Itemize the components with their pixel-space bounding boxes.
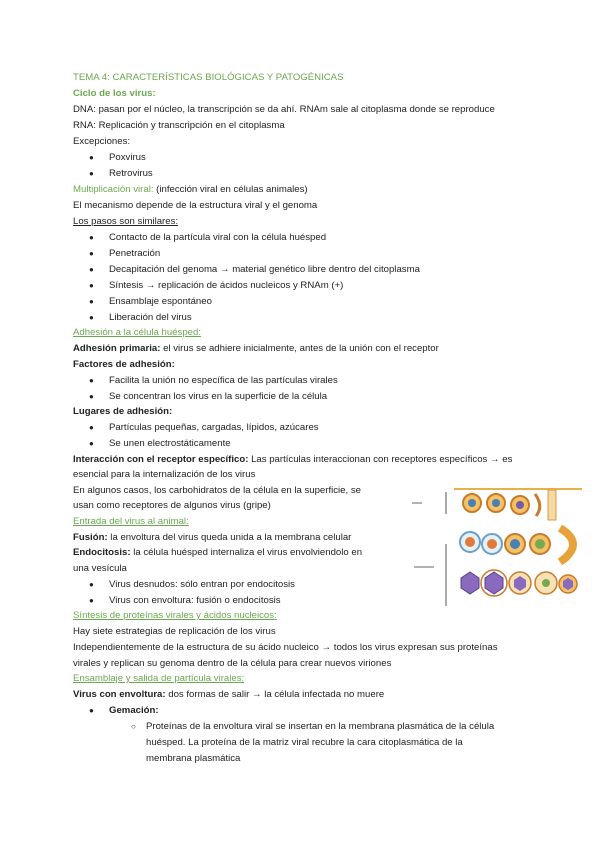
bullet-icon: ● [89, 169, 94, 178]
gem-line3: membrana plasmática [146, 753, 241, 764]
bullet-icon: ● [89, 596, 94, 605]
bullet-icon: ● [89, 281, 94, 290]
ciclo-heading: Ciclo de los virus: [73, 88, 156, 99]
bullet-icon: ● [89, 297, 94, 306]
gem-line1: Proteínas de la envoltura viral se insertan en la membrana plasmática de la célula [146, 721, 495, 732]
factores-label: Factores de adhesión: [73, 359, 175, 370]
adhesion-heading: Adhesión a la célula huésped: [73, 327, 202, 338]
page-title: TEMA 4: CARACTERÍSTICAS BIOLÓGICAS Y PATOGÉNICAS [73, 72, 344, 83]
bullet-icon: ● [89, 439, 94, 448]
fusion-label: Fusión: [73, 532, 108, 543]
adh-primaria-text: el virus se adhiere inicialmente, antes de la unión con el receptor [160, 343, 439, 354]
envoltura-text: dos formas de salir → la célula infectada no muere [165, 689, 385, 700]
carbo-line2: usan como receptores de algunos virus (gripe) [73, 500, 271, 511]
indep-line2: virales y replican su genoma dentro de la célula para crear nuevos viriones [73, 658, 392, 669]
bullet-icon: ● [89, 392, 94, 401]
endo-label: Endocitosis: [73, 547, 131, 558]
bullet-icon: ● [89, 233, 94, 242]
envoltura-line [73, 689, 384, 701]
endo-text: la célula huésped internaliza el virus envolviendolo en [130, 547, 363, 558]
carbo-line1: En algunos casos, los carbohidratos de la célula en la superficie, se [73, 485, 361, 496]
list-item: Liberación del virus [109, 312, 192, 323]
bullet-icon: ● [89, 153, 94, 162]
bullet-icon: ● [89, 376, 94, 385]
adh-primaria-line [73, 343, 439, 355]
siete-line: Hay siete estrategias de replicación de los virus [73, 626, 276, 637]
list-item: Contacto de la partícula viral con la célula huésped [109, 232, 327, 243]
rna-line: RNA: Replicación y transcripción en el citoplasma [73, 120, 285, 131]
gem-line2: huésped. La proteína de la matriz viral recubre la cara citoplasmática de la [146, 737, 463, 748]
endocytosis-row [460, 528, 573, 562]
list-item: Síntesis → replicación de ácidos nucleicos y RNAm (+) [109, 280, 344, 291]
indep-line1: Independientemente de la estructura de su ácido nucleico → todos los virus expresan sus proteínas [73, 642, 498, 653]
fusion-text: la envoltura del virus queda unida a la membrana celular [107, 532, 352, 543]
ensamblaje-heading: Ensamblaje y salida de partícula virales: [73, 673, 245, 684]
list-item: Partículas pequeñas, cargadas, lípidos, azúcares [109, 422, 319, 433]
entrada-heading: Entrada del virus al animal: [73, 516, 189, 527]
list-item: Ensamblaje espontáneo [109, 296, 212, 307]
mult-line [73, 184, 308, 196]
virus-entry-figure [410, 484, 585, 609]
bullet-icon: ● [89, 313, 94, 322]
interaccion-line2: esencial para la internalización de los virus [73, 469, 256, 480]
list-item: Virus con envoltura: fusión o endocitosis [109, 595, 281, 606]
bullet-icon: ● [89, 423, 94, 432]
list-item: Se concentran los virus en la superficie de la célula [109, 391, 328, 402]
mecanismo-line: El mecanismo depende de la estructura viral y el genoma [73, 200, 318, 211]
envoltura-label: Virus con envoltura: [73, 689, 166, 700]
mult-heading: Multiplicación viral: [73, 184, 154, 195]
list-item: Se unen electrostáticamente [109, 438, 231, 449]
gemacion-label: Gemación: [109, 705, 159, 716]
figure-label-marks [412, 492, 446, 606]
circle-bullet-icon: ○ [131, 722, 136, 731]
list-item: Retrovirus [109, 168, 153, 179]
lugares-label: Lugares de adhesión: [73, 406, 173, 417]
bullet-icon: ● [89, 706, 94, 715]
list-item: Decapitación del genoma → material genético libre dentro del citoplasma [109, 264, 420, 275]
sintesis-heading: Síntesis de proteínas virales y ácidos nucleicos: [73, 610, 277, 621]
list-item: Poxvirus [109, 152, 146, 163]
dna-line: DNA: pasan por el núcleo, la transcripción se da ahí. RNAm sale al citoplasma donde se reproduce [73, 104, 495, 115]
interaccion-text: Las partículas interaccionan con receptores específicos → es [248, 454, 513, 465]
excepciones-label: Excepciones: [73, 136, 131, 147]
bullet-icon: ● [89, 580, 94, 589]
mult-rest: (infección viral en células animales) [153, 184, 308, 195]
list-item: Virus desnudos: sólo entran por endocitosis [109, 579, 295, 590]
bullet-icon: ● [89, 249, 94, 258]
endo-line [73, 547, 362, 559]
endo-line2: una vesícula [73, 563, 127, 574]
interaccion-label: Interacción con el receptor específico: [73, 454, 249, 465]
list-item: Penetración [109, 248, 161, 259]
interaccion-line [73, 454, 512, 466]
adh-primaria-label: Adhesión primaria: [73, 343, 161, 354]
fusion-row [454, 488, 582, 520]
naked-virus-row [461, 570, 577, 596]
bullet-icon: ● [89, 265, 94, 274]
pasos-heading: Los pasos son similares: [73, 216, 179, 227]
fusion-line [73, 532, 351, 544]
list-item: Facilita la unión no específica de las partículas virales [109, 375, 338, 386]
